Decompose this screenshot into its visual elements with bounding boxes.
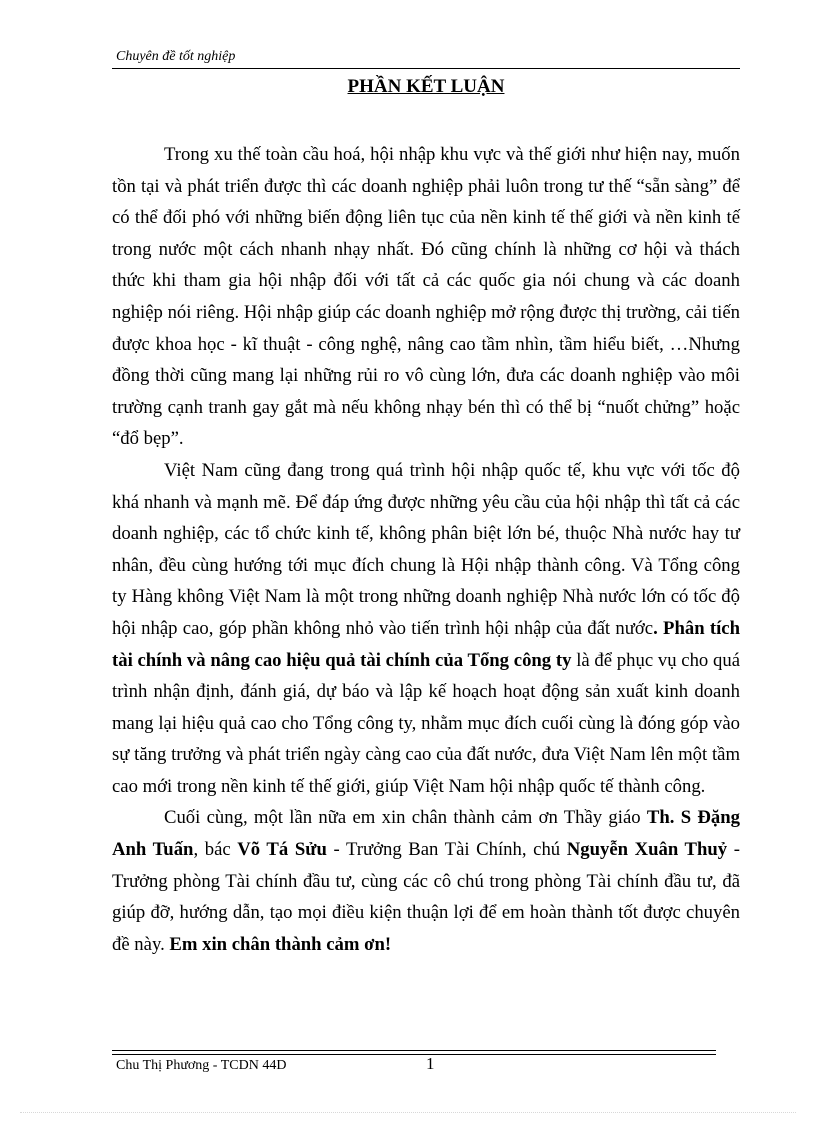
document-body — [112, 139, 740, 960]
paragraph-text: Trong xu thế toàn cầu hoá, hội nhập khu vực và thế giới như hiện nay, muốn tồn tại và phát triển được thì các doanh nghiệp phải luôn trong tư thế “sẵn sàng” để có thể đối phó với những biến động liên tục của nền kinh tế thế giới và nền kinh tế trong nước một cách nhanh nhạy nhất. Đó cũng chính là những cơ hội và thách thức khi tham gia hội nhập đối với tất cả các quốc gia nói chung và các doanh nghiệp nói riêng. Hội nhập giúp các doanh nghiệp mở rộng được thị trường, cải tiến được khoa học - kĩ thuật - công nghệ, nâng cao tầm nhìn, tầm hiểu biết, …Nhưng đồng thời cũng mang lại những rủi ro vô cùng lớn, đưa các doanh nghiệp vào môi trường cạnh tranh gay gắt mà nếu không nhạy bén thì có thể bị “nuốt chửng” hoặc “đổ bẹp”. — [112, 144, 740, 450]
advisor-name: Th. S Đặng Anh Tuấn — [112, 807, 740, 861]
page-bottom-border — [20, 1112, 796, 1113]
paragraph-text: , bác — [193, 839, 238, 861]
paragraph-text: - Trưởng phòng Tài chính đầu tư, cùng các cô chú trong phòng Tài chính đầu tư, đã giúp đỡ, hướng dẫn, tạo mọi điều kiện thuận lợi để em hoàn thành tốt được chuyên đề này. — [112, 839, 740, 955]
footer-author: Chu Thị Phương - TCDN 44D — [116, 1058, 287, 1073]
paragraph-text: Cuối cùng, một lần nữa em xin chân thành cảm ơn Thầy giáo — [164, 807, 647, 829]
page-title — [112, 76, 740, 98]
person-name: Võ Tá Sửu — [237, 839, 327, 861]
paragraph-text: là để phục vụ cho quá trình nhận định, đánh giá, dự báo và lập kế hoạch hoạt động sản xuất kinh doanh mang lại hiệu quả cao cho Tổng công ty, nhằm mục đích cuối cùng là đóng góp vào sự tăng trưởng và phát triển ngày càng cao của đất nước, đưa Việt Nam lên một tầm cao mới trong nền kinh tế thế giới, giúp Việt Nam hội nhập quốc tế thành công. — [112, 649, 740, 797]
footer-divider — [112, 1050, 716, 1055]
paragraph-text: Việt Nam cũng đang trong quá trình hội nhập quốc tế, khu vực với tốc độ khá nhanh và mạnh mẽ. Để đáp ứng được những yêu cầu của hội nhập thì tất cả các doanh nghiệp, các tổ chức kinh tế, không phân biệt lớn bé, thuộc Nhà nước hay tư nhân, đều cùng hướng tới mục đích chung là Hội nhập thành công. Và Tổng công ty Hàng không Việt Nam là một trong những doanh nghiệp Nhà nước lớn có tốc độ hội nhập cao, góp phần không nhỏ vào tiến trình hội nhập của đất nước — [112, 459, 740, 639]
paragraph-2 — [112, 455, 740, 803]
paragraph-text: - Trưởng Ban Tài Chính, chú — [326, 839, 567, 861]
person-name: Nguyễn Xuân Thuỷ — [566, 839, 728, 861]
page-number: 1 — [426, 1054, 435, 1073]
page-title-text: PHẦN KẾT LUẬN — [347, 76, 505, 97]
running-header: Chuyên đề tốt nghiệp — [116, 49, 236, 64]
bold-phrase: . Phân tích tài chính và nâng cao hiệu quả tài chính của Tổng công ty — [112, 617, 740, 671]
paragraph-1 — [112, 139, 740, 455]
thanks-closing: Em xin chân thành cảm ơn! — [169, 933, 392, 955]
header-divider — [112, 68, 740, 69]
paragraph-3 — [112, 802, 740, 960]
